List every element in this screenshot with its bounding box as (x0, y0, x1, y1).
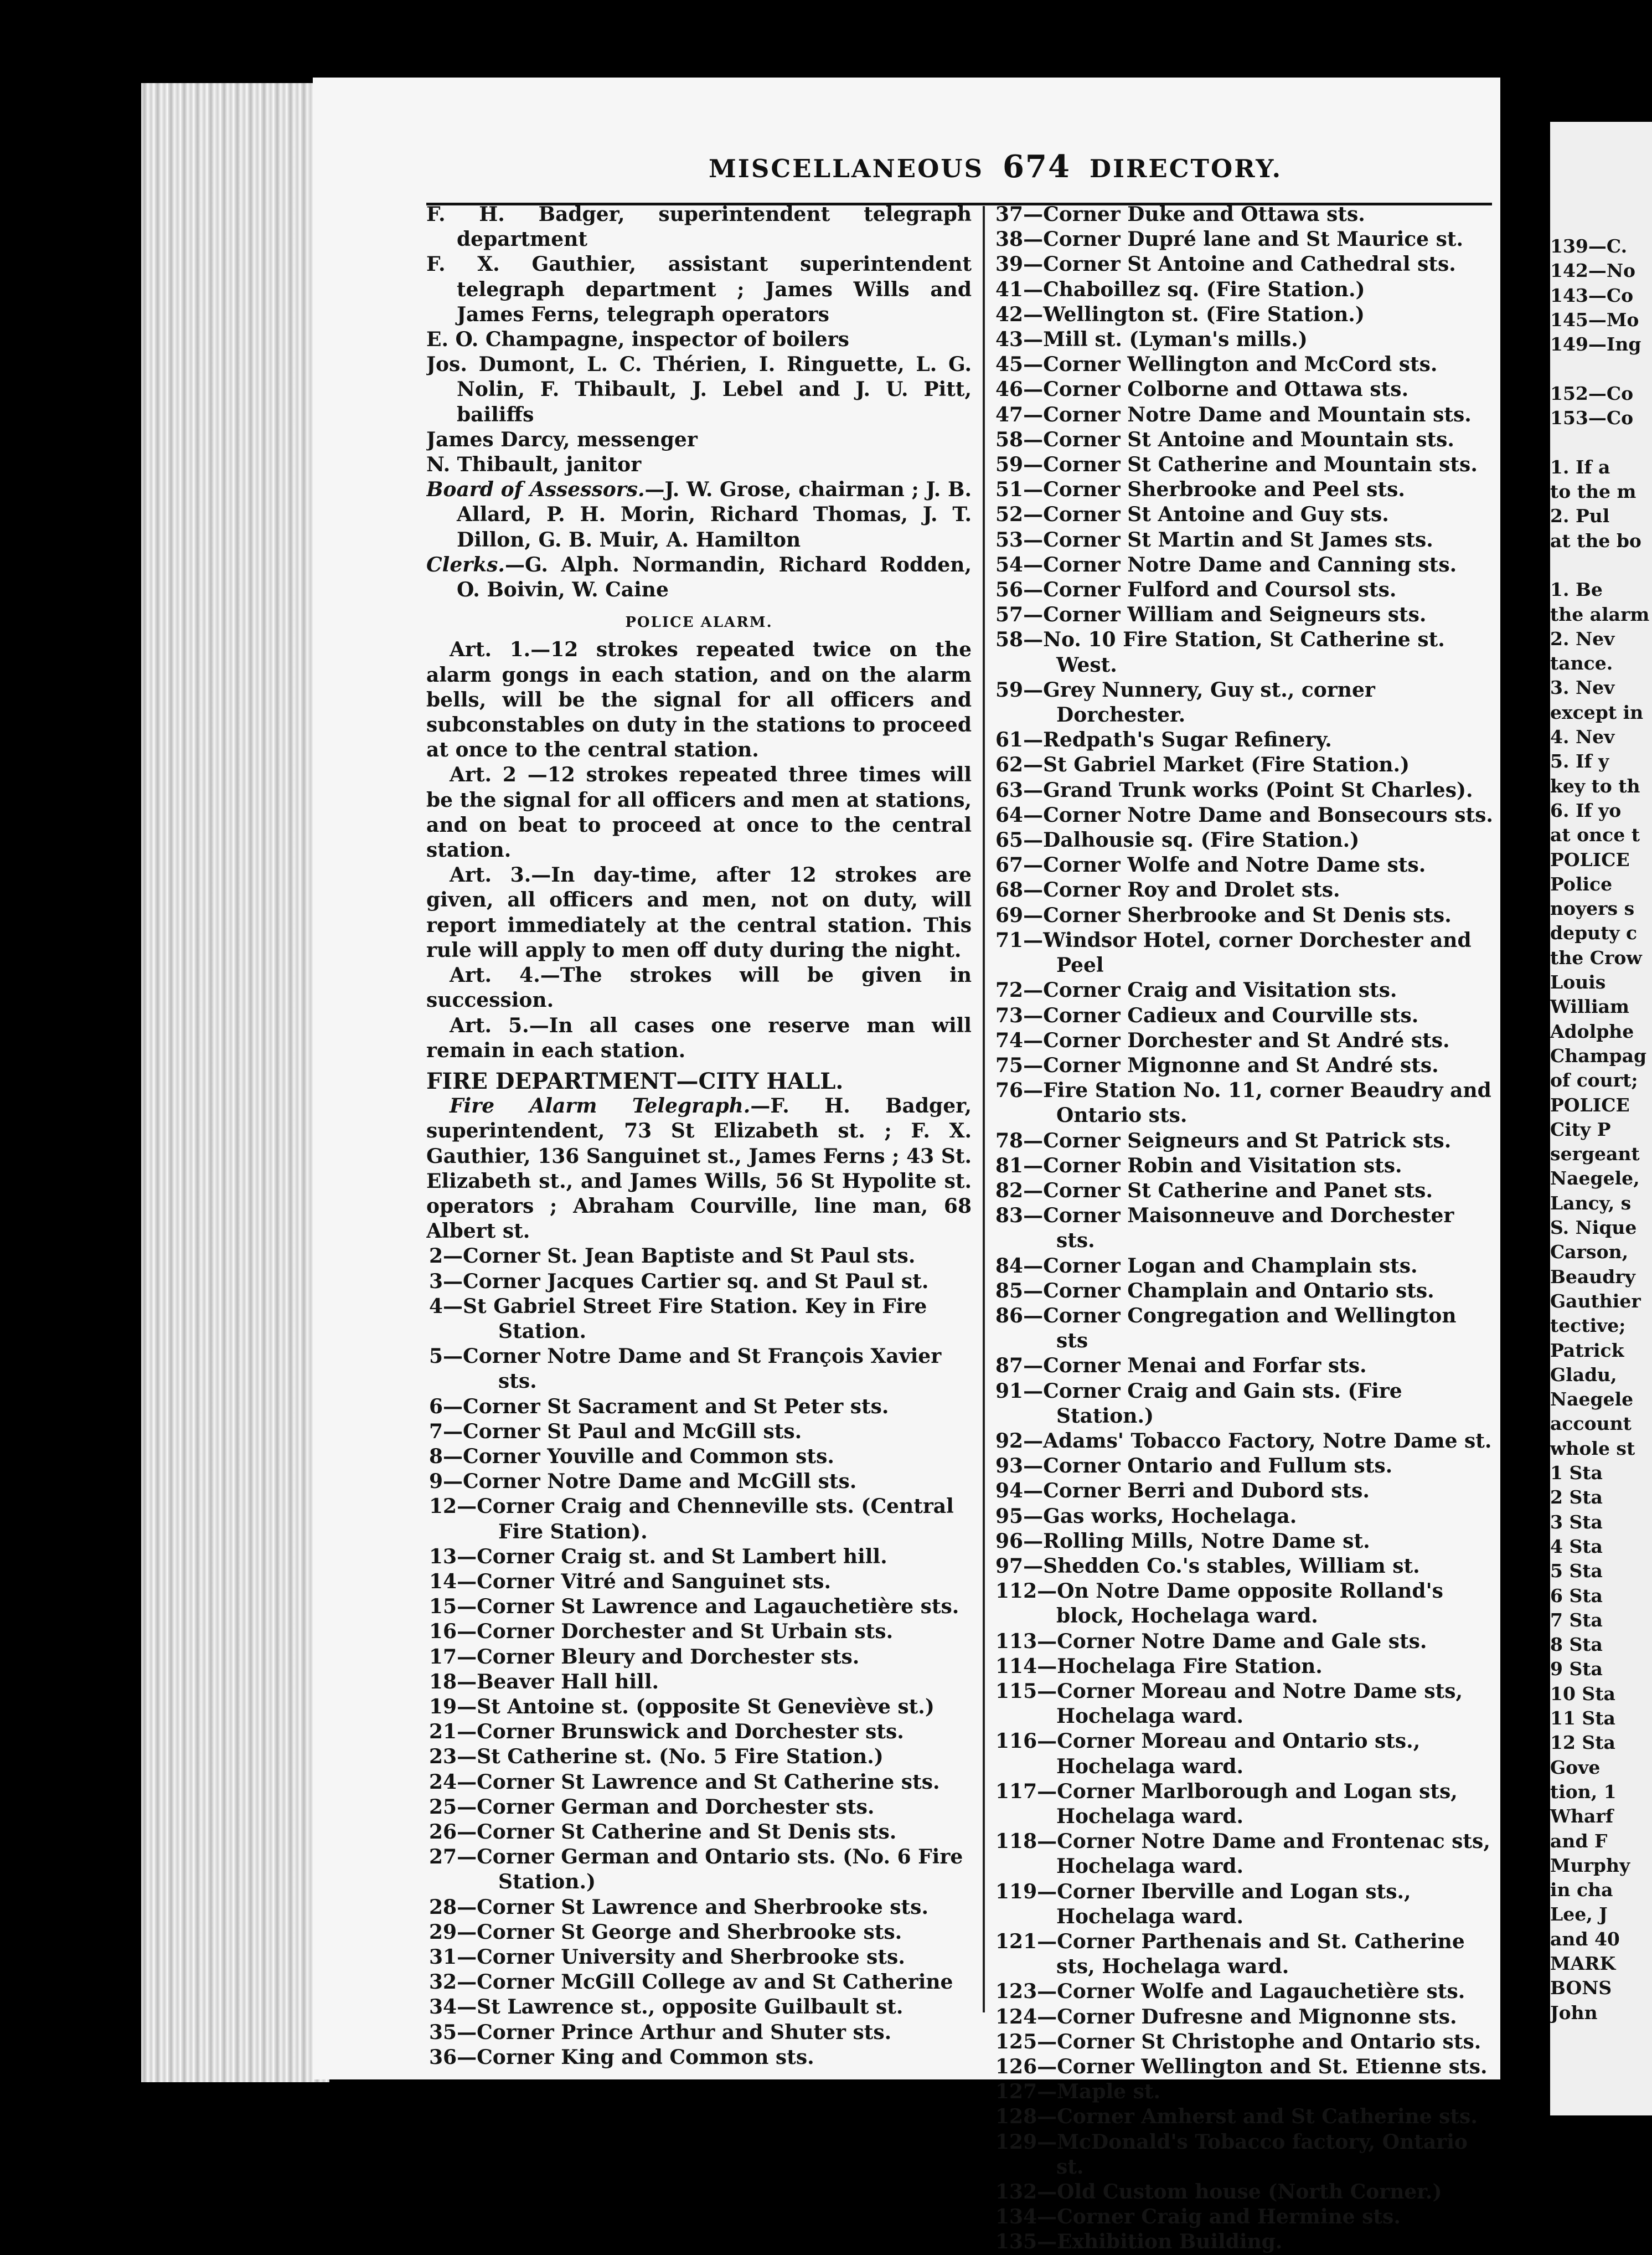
facing-page-line: to the m (1550, 481, 1636, 502)
alarm-box-entry: 128—Corner Amherst and St Catherine sts. (995, 2105, 1478, 2129)
facing-page-line: Naegele (1550, 1388, 1634, 1410)
alarm-box-entry: 31—Corner University and Sherbrooke sts. (429, 1945, 905, 1969)
facing-page-line: 10 Sta (1550, 1682, 1615, 1705)
alarm-box-entry: 41—Chaboillez sq. (Fire Station.) (995, 277, 1365, 301)
facing-page-line: tance. (1550, 652, 1613, 675)
facing-page-line: the alarm (1550, 603, 1650, 625)
alarm-box-entry: 82—Corner St Catherine and Panet sts. (995, 1178, 1433, 1202)
facing-page-line: 152—Co (1550, 382, 1634, 404)
alarm-box-list-left (426, 1244, 972, 2070)
staff-entry: F. X. Gauthier, assistant superintendent telegraph department ; James Wills and James Ferns, telegraph operators (426, 253, 972, 326)
facing-page-line: key to th (1550, 775, 1640, 797)
alarm-box-entry: 87—Corner Menai and Forfar sts. (995, 1354, 1367, 1378)
alarm-box-entry: 46—Corner Colborne and Ottawa sts. (995, 378, 1409, 401)
alarm-box-entry: 132—Old Custom house (North Corner.) (995, 2180, 1442, 2204)
alarm-box-entry: 38—Corner Dupré lane and St Maurice st. (995, 228, 1464, 251)
alarm-box-entry: 23—St Catherine st. (No. 5 Fire Station.) (429, 1745, 884, 1769)
police-article: Art. 3.—In day-time, after 12 strokes are given, all officers and men, not on duty, will report immediately at the central station. This rule will apply to men off duty during the night. (426, 863, 972, 962)
facing-page-line: 139—C. (1550, 235, 1628, 257)
alarm-box-entry: 27—Corner German and Ontario sts. (No. 6 Fire Station.) (429, 1845, 963, 1894)
facing-page-line: Lancy, s (1550, 1192, 1632, 1214)
alarm-box-entry: 61—Redpath's Sugar Refinery. (995, 728, 1332, 752)
alarm-box-entry: 28—Corner St Lawrence and Sherbrooke sts. (429, 1895, 928, 1919)
alarm-box-entry: 116—Corner Moreau and Ontario sts., Hochelaga ward. (995, 1729, 1421, 1778)
facing-page-line: 4. Nev (1550, 726, 1615, 748)
facing-page-line: Adolphe (1550, 1020, 1634, 1042)
facing-page-line: deputy c (1550, 922, 1638, 944)
alarm-box-entry: 19—St Antoine st. (opposite St Geneviève st.) (429, 1695, 935, 1718)
alarm-box-entry: 6—Corner St Sacrament and St Peter sts. (429, 1394, 889, 1418)
fire-alarm-telegraph (426, 1094, 972, 1244)
alarm-box-list-right (993, 202, 1493, 2255)
alarm-box-entry: 47—Corner Notre Dame and Mountain sts. (995, 403, 1472, 426)
facing-page-line: 4 Sta (1550, 1535, 1603, 1557)
facing-page-line: at the bo (1550, 529, 1641, 552)
alarm-box-entry: 43—Mill st. (Lyman's mills.) (995, 328, 1308, 352)
alarm-box-entry: 3—Corner Jacques Cartier sq. and St Paul st. (429, 1269, 929, 1293)
facing-page-line: BONS (1550, 1977, 1612, 1999)
alarm-box-entry: 94—Corner Berri and Dubord sts. (995, 1479, 1370, 1503)
page-edges (141, 83, 329, 2082)
facing-page-line: 11 Sta (1550, 1707, 1615, 1729)
facing-page-line: 2. Nev (1550, 627, 1615, 650)
alarm-box-entry: 76—Fire Station No. 11, corner Beaudry and Ontario sts. (995, 1079, 1491, 1128)
fire-label: Fire Alarm Telegraph. (450, 1094, 751, 1118)
alarm-box-entry: 12—Corner Craig and Chenneville sts. (Central Fire Station). (429, 1495, 954, 1543)
alarm-box-entry: 17—Corner Bleury and Dorchester sts. (429, 1645, 860, 1669)
facing-page-line: Gove (1550, 1756, 1601, 1778)
alarm-box-entry: 51—Corner Sherbrooke and Peel sts. (995, 478, 1405, 502)
facing-page-line: Gladu, (1550, 1363, 1617, 1386)
alarm-box-entry: 65—Dalhousie sq. (Fire Station.) (995, 828, 1360, 852)
alarm-box-entry: 93—Corner Ontario and Fullum sts. (995, 1454, 1393, 1478)
alarm-box-entry: 113—Corner Notre Dame and Gale sts. (995, 1629, 1427, 1653)
facing-page-line: 1 Sta (1550, 1462, 1603, 1484)
facing-page-line: sergeant (1550, 1143, 1640, 1165)
facing-page-line: 143—Co (1550, 284, 1634, 306)
alarm-box-entry: 85—Corner Champlain and Ontario sts. (995, 1279, 1434, 1302)
staff-list (426, 202, 972, 477)
facing-page-line: and F (1550, 1830, 1608, 1852)
alarm-box-entry: 75—Corner Mignonne and St André sts. (995, 1053, 1439, 1077)
staff-entry: N. Thibault, janitor (426, 453, 642, 477)
facing-page-line: and 40 (1550, 1928, 1620, 1950)
alarm-box-entry: 63—Grand Trunk works (Point St Charles). (995, 778, 1473, 802)
facing-page-line: except in (1550, 701, 1644, 723)
alarm-box-entry: 42—Wellington st. (Fire Station.) (995, 302, 1365, 326)
police-article: Art. 2 —12 strokes repeated three times will be the signal for all officers and men at stations, and on beat to proceed at once to the central station. (426, 763, 972, 862)
alarm-box-entry: 64—Corner Notre Dame and Bonsecours sts. (995, 803, 1493, 827)
police-article: Art. 4.—The strokes will be given in succession. (426, 964, 972, 1012)
alarm-box-entry: 39—Corner St Antoine and Cathedral sts. (995, 253, 1456, 276)
facing-page-line: Lee, J (1550, 1903, 1608, 1925)
alarm-box-entry: 114—Hochelaga Fire Station. (995, 1654, 1323, 1678)
alarm-box-entry: 68—Corner Roy and Drolet sts. (995, 878, 1340, 902)
alarm-box-entry: 124—Corner Dufresne and Mignonne sts. (995, 2005, 1457, 2029)
alarm-box-entry: 59—Grey Nunnery, Guy st., corner Dorchester. (995, 678, 1375, 727)
alarm-box-entry: 121—Corner Parthenais and St. Catherine sts, Hochelaga ward. (995, 1930, 1465, 1979)
page-number: 674 (1003, 148, 1071, 185)
staff-entry: James Darcy, messenger (426, 428, 698, 451)
alarm-box-entry: 18—Beaver Hall hill. (429, 1670, 659, 1693)
facing-page-line: 7 Sta (1550, 1609, 1603, 1631)
alarm-box-entry: 4—St Gabriel Street Fire Station. Key in Fire Station. (429, 1294, 927, 1343)
facing-page-line: Police (1550, 873, 1613, 895)
facing-page-line: 2 Sta (1550, 1486, 1603, 1509)
facing-page-line: 5 Sta (1550, 1560, 1603, 1582)
facing-page-line: Naegele, (1550, 1167, 1640, 1190)
alarm-box-entry: 129—McDonald's Tobacco factory, Ontario st. (995, 2130, 1468, 2179)
facing-page-line: 6. If yo (1550, 799, 1622, 821)
alarm-box-entry: 29—Corner St George and Sherbrooke sts. (429, 1920, 902, 1944)
staff-entry: F. H. Badger, superintendent telegraph department (426, 203, 972, 251)
police-article: Art. 1.—12 strokes repeated twice on the alarm gongs in each station, and on the alarm bells, will be the signal for all officers and subconstables on duty in the stations to proceed at once to the central station. (426, 638, 972, 762)
board-label: Board of Assessors. (426, 478, 645, 502)
alarm-box-entry: 78—Corner Seigneurs and St Patrick sts. (995, 1129, 1452, 1152)
facing-page-line: 5. If y (1550, 750, 1609, 773)
facing-page-line: Gauthier (1550, 1290, 1641, 1312)
facing-page-line: S. Nique (1550, 1217, 1637, 1238)
facing-page-line: whole st (1550, 1437, 1635, 1459)
alarm-box-entry: 36—Corner King and Common sts. (429, 2045, 814, 2069)
alarm-box-entry: 54—Corner Notre Dame and Canning sts. (995, 553, 1457, 576)
facing-page-line: 8 Sta (1550, 1634, 1603, 1656)
facing-page-line: Patrick (1550, 1339, 1624, 1361)
alarm-box-entry: 97—Shedden Co.'s stables, William st. (995, 1554, 1420, 1578)
facing-page-line: 142—No (1550, 260, 1636, 282)
facing-page-line: 1. If a (1550, 456, 1610, 478)
alarm-box-entry: 117—Corner Marlborough and Logan sts, Hochelaga ward. (995, 1779, 1458, 1828)
facing-page-line: POLICE (1550, 1094, 1630, 1116)
facing-page-line: account (1550, 1413, 1632, 1435)
right-column (993, 202, 1493, 2255)
alarm-box-entry: 21—Corner Brunswick and Dorchester sts. (429, 1720, 904, 1744)
alarm-box-entry: 13—Corner Craig st. and St Lambert hill. (429, 1544, 887, 1568)
alarm-box-entry: 127—Maple st. (995, 2080, 1161, 2104)
police-article: Art. 5.—In all cases one reserve man will remain in each station. (426, 1013, 972, 1062)
facing-page-line: Champag (1550, 1044, 1647, 1067)
alarm-box-entry: 69—Corner Sherbrooke and St Denis sts. (995, 903, 1452, 927)
facing-page-line: Beaudry (1550, 1265, 1635, 1288)
alarm-box-entry: 112—On Notre Dame opposite Rolland's block, Hochelaga ward. (995, 1579, 1443, 1628)
clerks (426, 553, 972, 603)
alarm-box-entry: 123—Corner Wolfe and Lagauchetière sts. (995, 1980, 1465, 2004)
alarm-box-entry: 81—Corner Robin and Visitation sts. (995, 1154, 1402, 1177)
clerks-text: —G. Alph. Normandin, Richard Rodden, O. Boivin, W. Caine (457, 553, 972, 602)
alarm-box-entry: 119—Corner Iberville and Logan sts., Hochelaga ward. (995, 1880, 1411, 1928)
facing-page-line: 6 Sta (1550, 1584, 1603, 1607)
alarm-box-entry: 72—Corner Craig and Visitation sts. (995, 979, 1397, 1002)
facing-page-line: Carson, (1550, 1241, 1629, 1263)
alarm-box-entry: 86—Corner Congregation and Wellington sts (995, 1304, 1457, 1353)
alarm-box-entry: 84—Corner Logan and Champlain sts. (995, 1254, 1418, 1278)
alarm-box-entry: 52—Corner St Antoine and Guy sts. (995, 503, 1389, 527)
alarm-box-entry: 118—Corner Notre Dame and Frontenac sts, Hochelaga ward. (995, 1830, 1490, 1878)
alarm-box-entry: 59—Corner St Catherine and Mountain sts. (995, 453, 1478, 477)
alarm-box-entry: 56—Corner Fulford and Coursol sts. (995, 578, 1397, 602)
facing-page-line: 149—Ing (1550, 333, 1641, 356)
facing-page-line: 2. Pul (1550, 505, 1610, 527)
facing-page-line: tion, 1 (1550, 1780, 1617, 1803)
alarm-box-entry: 45—Corner Wellington and McCord sts. (995, 353, 1438, 377)
header-right: DIRECTORY. (1089, 154, 1283, 183)
alarm-box-entry: 73—Corner Cadieux and Courville sts. (995, 1003, 1419, 1027)
facing-page-line: 12 Sta (1550, 1732, 1615, 1754)
facing-page-line: tective; (1550, 1315, 1626, 1337)
alarm-box-entry: 125—Corner St Christophe and Ontario sts. (995, 2030, 1481, 2053)
staff-entry: E. O. Champagne, inspector of boilers (426, 328, 849, 352)
alarm-box-entry: 96—Rolling Mills, Notre Dame st. (995, 1529, 1370, 1553)
facing-page-fragment (1550, 122, 1652, 2115)
police-articles (426, 637, 972, 1063)
column-divider (983, 206, 985, 2012)
alarm-box-entry: 26—Corner St Catherine and St Denis sts. (429, 1820, 897, 1844)
alarm-box-entry: 5—Corner Notre Dame and St François Xavier sts. (429, 1345, 942, 1393)
facing-page-line: the Crow (1550, 946, 1642, 969)
alarm-box-entry: 37—Corner Duke and Ottawa sts. (995, 203, 1365, 226)
alarm-box-entry: 95—Gas works, Hochelaga. (995, 1504, 1297, 1528)
page-header (709, 148, 1282, 185)
alarm-box-entry: 32—Corner McGill College av and St Catherine (429, 1970, 953, 1994)
clerks-label: Clerks. (426, 553, 505, 576)
alarm-box-entry: 9—Corner Notre Dame and McGill sts. (429, 1470, 857, 1494)
alarm-box-entry: 92—Adams' Tobacco Factory, Notre Dame st. (995, 1429, 1492, 1453)
alarm-box-entry: 2—Corner St. Jean Baptiste and St Paul sts. (429, 1244, 916, 1268)
staff-entry: Jos. Dumont, L. C. Thérien, I. Ringuette, L. G. Nolin, F. Thibault, J. Lebel and J. U. Pitt, bailiffs (426, 353, 972, 426)
facing-page-line: POLICE (1550, 848, 1630, 871)
alarm-box-entry: 34—St Lawrence st., opposite Guilbault st. (429, 1995, 904, 2019)
facing-page-line: Louis (1550, 971, 1606, 993)
alarm-box-entry: 83—Corner Maisonneuve and Dorchester sts. (995, 1204, 1454, 1253)
facing-page-line: Murphy (1550, 1854, 1630, 1876)
alarm-box-entry: 126—Corner Wellington and St. Etienne sts. (995, 2055, 1488, 2079)
alarm-box-entry: 14—Corner Vitré and Sanguinet sts. (429, 1569, 831, 1593)
board-text: —J. W. Grose, chairman ; J. B. Allard, P. H. Morin, Richard Thomas, J. T. Dillon, G. B. Muir, A. Hamilton (457, 478, 972, 552)
left-column (426, 202, 972, 2070)
alarm-box-entry: 8—Corner Youville and Common sts. (429, 1444, 834, 1468)
alarm-box-entry: 16—Corner Dorchester and St Urbain sts. (429, 1620, 894, 1644)
alarm-box-entry: 67—Corner Wolfe and Notre Dame sts. (995, 853, 1426, 877)
header-left: MISCELLANEOUS (709, 154, 984, 183)
facing-page-line: William (1550, 996, 1629, 1018)
alarm-box-entry: 74—Corner Dorchester and St André sts. (995, 1028, 1450, 1052)
alarm-box-entry: 91—Corner Craig and Gain sts. (Fire Station.) (995, 1379, 1402, 1428)
facing-page-line: Wharf (1550, 1805, 1614, 1827)
facing-page-line: 153—Co (1550, 407, 1634, 429)
fire-text: —F. H. Badger, superintendent, 73 St Elizabeth st. ; F. X. Gauthier, 136 Sanguinet st., James Ferns ; 43 St. Elizabeth st., and James Wills, 56 St Hypolite st. operators ; Abraham Courville, line man, 68 Albert st. (426, 1094, 972, 1243)
alarm-box-entry: 35—Corner Prince Arthur and Shuter sts. (429, 2020, 892, 2044)
alarm-box-entry: 115—Corner Moreau and Notre Dame sts, Hochelaga ward. (995, 1679, 1463, 1728)
alarm-box-entry: 53—Corner St Martin and St James sts. (995, 528, 1433, 552)
alarm-box-entry: 62—St Gabriel Market (Fire Station.) (995, 753, 1410, 777)
facing-page-line: noyers s (1550, 898, 1635, 920)
alarm-box-entry: 57—Corner William and Seigneurs sts. (995, 603, 1427, 627)
facing-page-line: in cha (1550, 1879, 1613, 1901)
alarm-box-entry: 25—Corner German and Dorchester sts. (429, 1795, 875, 1819)
alarm-box-entry: 24—Corner St Lawrence and St Catherine sts. (429, 1770, 940, 1794)
facing-page-line: John (1550, 2001, 1598, 2024)
alarm-box-entry: 134—Corner Craig and Hermine sts. (995, 2205, 1401, 2229)
facing-page-line: of court; (1550, 1069, 1638, 1092)
facing-page-line: 1. Be (1550, 579, 1603, 601)
fire-department-heading: FIRE DEPARTMENT—CITY HALL. (426, 1068, 844, 1094)
facing-page-line: 9 Sta (1550, 1658, 1603, 1680)
facing-page-line: MARK (1550, 1953, 1616, 1974)
alarm-box-entry: 58—Corner St Antoine and Mountain sts. (995, 428, 1454, 451)
alarm-box-entry: 15—Corner St Lawrence and Lagauchetière sts. (429, 1595, 959, 1619)
facing-page-line: at once t (1550, 824, 1640, 846)
facing-page-line: 145—Mo (1550, 308, 1639, 331)
facing-page-line: 3. Nev (1550, 677, 1615, 699)
alarm-box-entry: 7—Corner St Paul and McGill sts. (429, 1419, 802, 1443)
police-alarm-heading: POLICE ALARM. (625, 614, 773, 631)
facing-page-line: 3 Sta (1550, 1511, 1603, 1533)
alarm-box-entry: 71—Windsor Hotel, corner Dorchester and Peel (995, 928, 1472, 977)
facing-page-line: City P (1550, 1118, 1611, 1140)
alarm-box-entry: 135—Exhibition Building. (995, 2230, 1283, 2254)
alarm-box-entry: 58—No. 10 Fire Station, St Catherine st. West. (995, 628, 1445, 677)
board-of-assessors (426, 477, 972, 553)
